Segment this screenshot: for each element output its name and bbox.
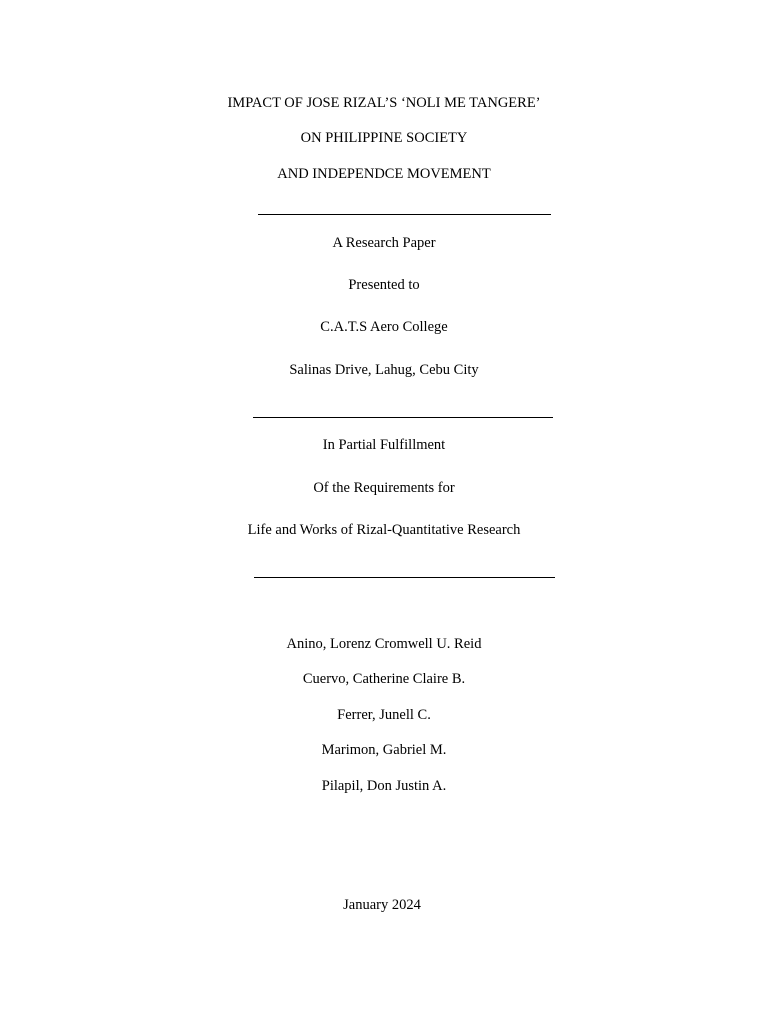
author-name: Marimon, Gabriel M. [321,742,447,758]
author-name: Anino, Lorenz Cromwell U. Reid [286,636,482,652]
author-name: Pilapil, Don Justin A. [321,778,447,794]
separator-rule-3 [254,577,555,578]
paper-type: A Research Paper [332,235,436,251]
institution-name: C.A.T.S Aero College [320,319,448,335]
institution-address: Salinas Drive, Lahug, Cebu City [289,362,479,378]
course-name: Life and Works of Rizal-Quantitative Research [247,522,521,538]
author-name: Ferrer, Junell C. [337,707,431,723]
title-line-2: ON PHILIPPINE SOCIETY [300,130,468,146]
fulfillment-line-2: Of the Requirements for [313,480,455,496]
separator-rule-2 [253,417,553,418]
presented-to: Presented to [348,277,420,293]
title-line-3: AND INDEPENDCE MOVEMENT [277,166,491,182]
author-name: Cuervo, Catherine Claire B. [302,671,466,687]
fulfillment-line-1: In Partial Fulfillment [322,437,446,453]
separator-rule-1 [258,214,551,215]
submission-date: January 2024 [343,897,421,913]
title-line-1: IMPACT OF JOSE RIZAL’S ‘NOLI ME TANGERE’ [227,95,541,111]
